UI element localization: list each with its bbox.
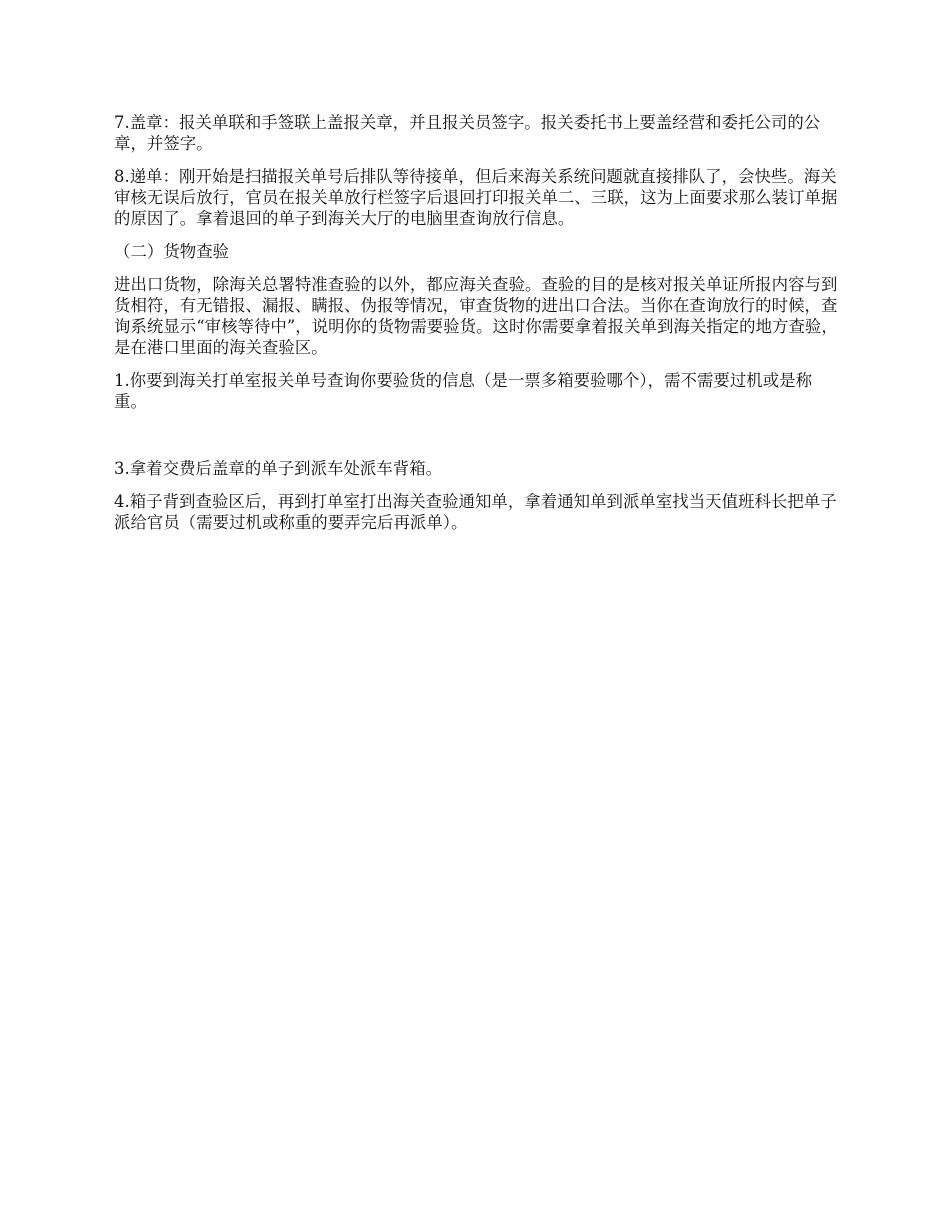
section-heading-cargo-inspection: （二）货物查验 <box>114 242 230 261</box>
paragraph-inspection-step-4: 4.箱子背到查验区后，再到打单室打出海关查验通知单，拿着通知单到派单室找当天值班科长把单子派给官员（需要过机或称重的要弄完后再派单）。 <box>114 492 837 532</box>
paragraph-inspection-intro: 进出口货物，除海关总署特准查验的以外，都应海关查验。查验的目的是核对报关单证所报内容与到货相符，有无错报、漏报、瞒报、伪报等情况，审查货物的进出口合法。当你在查询放行的时候，查询系统显示“审核等待中”，说明你的货物需要验货。这时你需要拿着报关单到海关指定的地方查验，是在港口里面的海关查验区。 <box>114 275 838 357</box>
paragraph-inspection-step-3: 3.拿着交费后盖章的单子到派车处派车背箱。 <box>114 459 443 478</box>
paragraph-inspection-step-1: 1.你要到海关打单室报关单号查询你要验货的信息（是一票多箱要验哪个），需不需要过机或是称重。 <box>114 371 813 411</box>
blank-gap <box>114 424 838 458</box>
document-body <box>114 112 838 545</box>
paragraph-step-7-stamp: 7.盖章：报关单联和手签联上盖报关章，并且报关员签字。报关委托书上要盖经营和委托公司的公章，并签字。 <box>114 113 821 153</box>
paragraph-step-8-submit: 8.递单：刚开始是扫描报关单号后排队等待接单，但后来海关系统问题就直接排队了，会快些。海关审核无误后放行，官员在报关单放行栏签字后退回打印报关单二、三联，这为上面要求那么装订单据的原因了。拿着退回的单子到海关大厅的电脑里查询放行信息。 <box>114 167 838 228</box>
